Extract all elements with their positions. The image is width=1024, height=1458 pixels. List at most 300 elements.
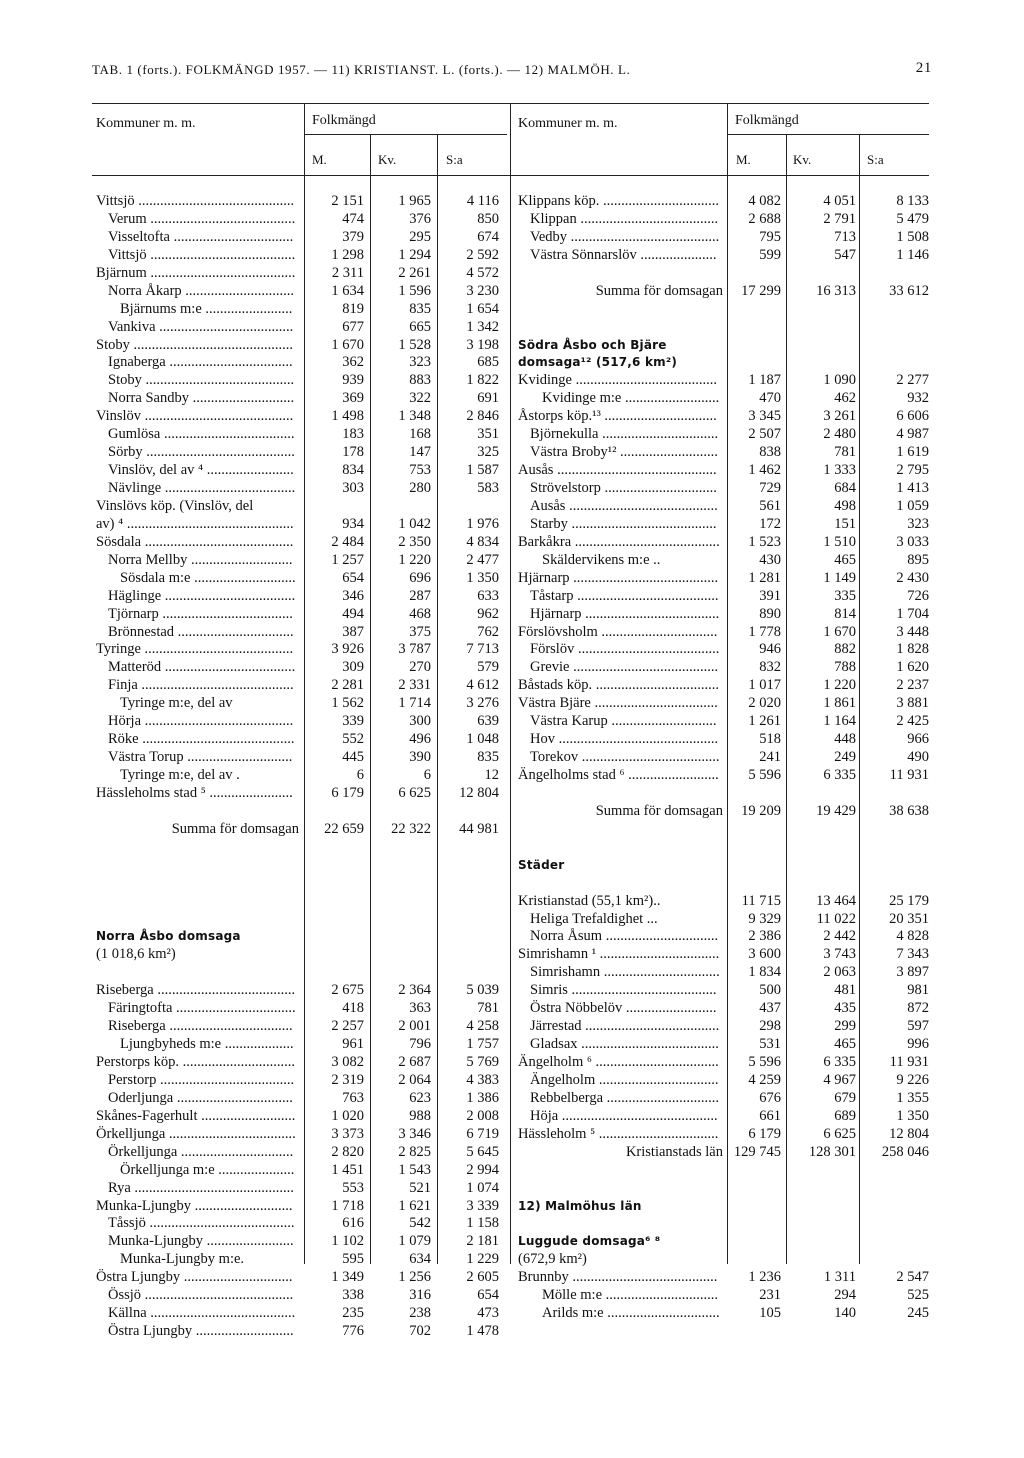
- cell-sa: 726: [907, 587, 929, 604]
- row-label: Summa för domsagan: [171, 820, 299, 837]
- cell-kv: 2 331: [398, 677, 431, 694]
- cell-sa: 4 383: [466, 1071, 499, 1088]
- row-label: Västra Broby¹² ...........................: [530, 444, 718, 461]
- table-row: [96, 354, 506, 372]
- table-row: [96, 1108, 506, 1126]
- row-label: Källna ........................................: [108, 1305, 296, 1322]
- right-sa-header: S:a: [867, 152, 884, 167]
- row-label: Östra Ljungby ..............................: [96, 1269, 293, 1286]
- row-label: Visseltofta .................................: [108, 228, 294, 245]
- table-row: [518, 337, 933, 355]
- row-label: Torekov ......................................: [530, 749, 720, 766]
- table-row: [96, 1144, 506, 1162]
- cell-sa: 4 612: [466, 677, 499, 694]
- cell-sa: 1 350: [896, 1107, 929, 1124]
- cell-sa: 1 619: [896, 444, 929, 461]
- row-label: Örkelljunga ...................................: [96, 1125, 296, 1142]
- table-row: [96, 480, 506, 498]
- left-kommuner-header: Kommuner m. m.: [96, 116, 196, 131]
- table-row: [518, 588, 933, 606]
- table-row: [96, 570, 506, 588]
- cell-m: 4 259: [748, 1071, 781, 1088]
- cell-m: 819: [342, 300, 364, 317]
- row-label: Sösdala .........................................: [96, 533, 294, 550]
- cell-m: 1 523: [748, 533, 781, 550]
- cell-m: 1 257: [331, 551, 364, 568]
- row-label: Ljungbyheds m:e ...................: [120, 1036, 294, 1053]
- cell-kv: 322: [409, 390, 431, 407]
- table-row: [518, 534, 933, 552]
- table-row: [96, 1180, 506, 1198]
- cell-sa: 25 179: [889, 892, 929, 909]
- row-label: (672,9 km²): [518, 1251, 587, 1268]
- table-row: [96, 641, 506, 659]
- table-row: [518, 1198, 933, 1216]
- table-row: [518, 229, 933, 247]
- cell-sa: 7 343: [896, 946, 929, 963]
- cell-m: 1 017: [748, 677, 781, 694]
- table-row: [518, 570, 933, 588]
- cell-m: 677: [342, 318, 364, 335]
- cell-m: 6 179: [331, 784, 364, 801]
- cell-sa: 5 039: [466, 982, 499, 999]
- row-label: Vedby .........................................: [530, 228, 720, 245]
- cell-m: 553: [342, 1179, 364, 1196]
- table-row: [518, 1072, 933, 1090]
- table-row: [96, 390, 506, 408]
- cell-sa: 639: [477, 713, 499, 730]
- row-label: Västra Sönnarslöv .....................: [530, 246, 717, 263]
- cell-kv: 1 042: [398, 515, 431, 532]
- cell-kv: 465: [834, 551, 856, 568]
- row-label: Östra Nöbbelöv .........................: [530, 1000, 717, 1017]
- cell-sa: 1 074: [466, 1179, 499, 1196]
- cell-kv: 835: [409, 300, 431, 317]
- row-label: Hörja .........................................: [108, 713, 294, 730]
- row-label: Förslövsholm ................................: [518, 623, 718, 640]
- row-label: Verum ........................................: [108, 210, 296, 227]
- blank-row: [518, 1215, 933, 1233]
- table-row: [96, 211, 506, 229]
- table-row: [518, 767, 933, 785]
- row-label: Bjärnums m:e ........................: [120, 300, 293, 317]
- row-label: Tyringe .........................................: [96, 641, 294, 658]
- cell-kv: 1 714: [398, 695, 431, 712]
- cell-m: 599: [759, 246, 781, 263]
- cell-kv: 6: [423, 767, 431, 783]
- cell-kv: 151: [834, 515, 856, 532]
- row-label: Ängelholms stad ⁶ .........................: [518, 767, 719, 783]
- cell-kv: 1 164: [823, 713, 856, 730]
- cell-m: 105: [759, 1305, 781, 1322]
- table-row: [96, 982, 506, 1000]
- cell-sa: 1 386: [466, 1089, 499, 1106]
- row-label: Kvidinge .......................................: [518, 372, 717, 389]
- row-label: Stoby ............................................: [96, 336, 293, 353]
- cell-sa: 1 146: [896, 246, 929, 263]
- left-sa-header: S:a: [446, 152, 463, 167]
- cell-m: 4 082: [748, 193, 781, 209]
- blank-row: [96, 893, 506, 911]
- cell-kv: 1 861: [823, 695, 856, 712]
- row-label: domsaga¹² (517,6 km²): [518, 355, 677, 370]
- cell-kv: 2 350: [398, 533, 431, 550]
- cell-sa: 762: [477, 623, 499, 640]
- blank-row: [518, 1180, 933, 1198]
- cell-sa: 6 719: [466, 1125, 499, 1142]
- blank-row: [518, 319, 933, 337]
- table-row: [518, 390, 933, 408]
- cell-m: 2 281: [331, 677, 364, 694]
- blank-row: [518, 875, 933, 893]
- cell-kv: 323: [409, 354, 431, 371]
- row-label: Summa för domsagan: [595, 282, 723, 299]
- row-label: Barkåkra ........................................: [518, 533, 720, 550]
- cell-kv: 1 256: [398, 1269, 431, 1286]
- table-row: [518, 372, 933, 390]
- row-label: Västra Karup .............................: [530, 713, 717, 730]
- row-label: Simrishamn ................................: [530, 964, 720, 981]
- cell-kv: 684: [834, 480, 856, 496]
- row-label: Tyringe m:e, del av: [120, 695, 233, 712]
- cell-sa: 525: [907, 1287, 929, 1304]
- row-label: Västra Torup .............................: [108, 749, 293, 766]
- cell-m: 2 386: [748, 928, 781, 945]
- cell-kv: 468: [409, 605, 431, 622]
- table-row: [96, 659, 506, 677]
- cell-kv: 3 346: [398, 1125, 431, 1142]
- table-row: [518, 354, 933, 372]
- cell-sa: 3 897: [896, 964, 929, 981]
- cell-kv: 2 064: [398, 1071, 431, 1088]
- cell-m: 763: [342, 1089, 364, 1106]
- cell-kv: 6 335: [823, 767, 856, 783]
- cell-kv: 238: [409, 1305, 431, 1322]
- cell-kv: 4 967: [823, 1071, 856, 1088]
- cell-sa: 1 342: [466, 318, 499, 335]
- cell-m: 2 507: [748, 426, 781, 443]
- cell-sa: 4 258: [466, 1018, 499, 1035]
- table-row: [518, 911, 933, 929]
- cell-sa: 1 059: [896, 497, 929, 514]
- cell-m: 795: [759, 228, 781, 245]
- cell-kv: 375: [409, 623, 431, 640]
- table-row: [96, 1323, 506, 1341]
- cell-m: 2 319: [331, 1071, 364, 1088]
- cell-kv: 2 825: [398, 1143, 431, 1160]
- cell-m: 298: [759, 1018, 781, 1035]
- cell-sa: 2 605: [466, 1269, 499, 1286]
- row-label: Strövelstorp ...............................: [530, 480, 717, 496]
- row-label: Vinslöv, del av ⁴ ........................: [108, 462, 294, 479]
- table-row: [96, 946, 506, 964]
- cell-kv: 496: [409, 731, 431, 748]
- cell-m: 946: [759, 641, 781, 658]
- cell-sa: 962: [477, 605, 499, 622]
- row-label: Ausås ............................................: [518, 462, 717, 479]
- row-label: Häglinge ....................................: [108, 587, 296, 604]
- cell-sa: 258 046: [881, 1143, 929, 1160]
- row-label: Hjärnarp .....................................: [530, 605, 720, 622]
- right-table-body: [518, 193, 933, 1323]
- cell-sa: 245: [907, 1305, 929, 1322]
- table-row: [96, 337, 506, 355]
- cell-sa: 11 931: [889, 1054, 929, 1070]
- cell-kv: 22 322: [391, 820, 431, 837]
- table-row: [518, 247, 933, 265]
- cell-sa: 2 547: [896, 1269, 929, 1286]
- row-label: Luggude domsaga⁶ ⁸: [518, 1234, 661, 1249]
- cell-sa: 895: [907, 551, 929, 568]
- table-row: [96, 1018, 506, 1036]
- table-row: [96, 624, 506, 642]
- table-row: [518, 1108, 933, 1126]
- blank-row: [518, 1162, 933, 1180]
- table-row: [518, 659, 933, 677]
- table-row: [518, 1144, 933, 1162]
- cell-sa: 33 612: [889, 282, 929, 299]
- cell-kv: 2 001: [398, 1018, 431, 1035]
- row-label: Heliga Trefaldighet ...: [530, 910, 658, 927]
- right-kv-header: Kv.: [793, 152, 812, 167]
- table-row: [96, 1215, 506, 1233]
- cell-sa: 966: [907, 731, 929, 748]
- cell-sa: 2 277: [896, 372, 929, 389]
- cell-m: 1 778: [748, 623, 781, 640]
- row-label: Simris ........................................: [530, 982, 717, 999]
- cell-m: 241: [759, 749, 781, 766]
- cell-m: 19 209: [741, 802, 781, 819]
- cell-m: 561: [759, 497, 781, 514]
- cell-kv: 3 743: [823, 946, 856, 963]
- cell-m: 934: [342, 515, 364, 532]
- cell-m: 303: [342, 480, 364, 496]
- cell-m: 961: [342, 1036, 364, 1053]
- cell-m: 500: [759, 982, 781, 999]
- cell-kv: 1 294: [398, 246, 431, 263]
- cell-sa: 2 181: [466, 1233, 499, 1250]
- table-row: [96, 534, 506, 552]
- cell-kv: 1 311: [823, 1269, 856, 1286]
- cell-m: 729: [759, 480, 781, 496]
- cell-sa: 1 976: [466, 515, 499, 532]
- cell-m: 379: [342, 228, 364, 245]
- table-row: [518, 1126, 933, 1144]
- cell-sa: 3 276: [466, 695, 499, 712]
- cell-sa: 4 834: [466, 533, 499, 550]
- table-row: [518, 624, 933, 642]
- row-label: Björnekulla ................................: [530, 426, 719, 443]
- cell-m: 654: [342, 569, 364, 586]
- cell-kv: 128 301: [808, 1143, 856, 1160]
- cell-sa: 490: [907, 749, 929, 766]
- cell-m: 338: [342, 1287, 364, 1304]
- cell-m: 832: [759, 659, 781, 676]
- row-label: Norra Mellby ............................: [108, 551, 293, 568]
- cell-kv: 796: [409, 1036, 431, 1053]
- table-row: [96, 301, 506, 319]
- table-row: [518, 982, 933, 1000]
- cell-kv: 287: [409, 587, 431, 604]
- cell-kv: 335: [834, 587, 856, 604]
- row-label: Båstads köp. ..................................: [518, 677, 719, 694]
- table-row: [96, 1198, 506, 1216]
- cell-m: 3 345: [748, 408, 781, 425]
- table-row: [96, 498, 506, 516]
- cell-kv: 465: [834, 1036, 856, 1053]
- cell-sa: 1 350: [466, 569, 499, 586]
- cell-m: 2 311: [331, 264, 364, 281]
- table-row: [518, 1090, 933, 1108]
- cell-sa: 2 425: [896, 713, 929, 730]
- row-label: Kvidinge m:e ..........................: [542, 390, 720, 407]
- cell-sa: 685: [477, 354, 499, 371]
- cell-sa: 7 713: [466, 641, 499, 658]
- cell-m: 129 745: [733, 1143, 781, 1160]
- cell-kv: 498: [834, 497, 856, 514]
- row-label: Rebbelberga ...............................: [530, 1089, 720, 1106]
- page-number: 21: [915, 60, 932, 76]
- table-row: [518, 749, 933, 767]
- table-row: [96, 1000, 506, 1018]
- row-label: Ignaberga ..................................: [108, 354, 293, 371]
- table-row: [96, 1162, 506, 1180]
- table-row: [518, 444, 933, 462]
- cell-m: 2 675: [331, 982, 364, 999]
- cell-kv: 753: [409, 462, 431, 479]
- table-row: [518, 498, 933, 516]
- cell-sa: 11 931: [889, 767, 929, 783]
- row-label: Gumlösa ....................................: [108, 426, 295, 443]
- cell-kv: 1 621: [398, 1197, 431, 1214]
- row-label: Västra Bjäre ..................................: [518, 695, 718, 712]
- cell-m: 2 151: [331, 193, 364, 209]
- cell-m: 5 596: [748, 767, 781, 783]
- cell-kv: 1 220: [398, 551, 431, 568]
- cell-m: 22 659: [324, 820, 364, 837]
- cell-sa: 1 704: [896, 605, 929, 622]
- row-label: Städer: [518, 857, 565, 872]
- cell-m: 235: [342, 1305, 364, 1322]
- table-row: [96, 606, 506, 624]
- row-label: Finja ..........................................: [108, 677, 294, 694]
- row-label: Norra Åsbo domsaga: [96, 929, 241, 944]
- cell-sa: 323: [907, 515, 929, 532]
- cell-m: 518: [759, 731, 781, 748]
- table-row: [518, 552, 933, 570]
- cell-m: 6 179: [748, 1125, 781, 1142]
- cell-sa: 3 339: [466, 1197, 499, 1214]
- row-label: Östra Ljungby ...........................: [108, 1323, 294, 1340]
- cell-m: 676: [759, 1089, 781, 1106]
- row-label: Riseberga ..................................: [108, 1018, 293, 1035]
- table-row: [518, 1287, 933, 1305]
- blank-row: [96, 857, 506, 875]
- cell-sa: 3 230: [466, 282, 499, 299]
- cell-m: 2 020: [748, 695, 781, 712]
- row-label: Tåssjö ........................................: [108, 1215, 295, 1232]
- cell-sa: 835: [477, 749, 499, 766]
- cell-m: 183: [342, 426, 364, 443]
- cell-kv: 448: [834, 731, 856, 748]
- cell-sa: 44 981: [459, 820, 499, 837]
- cell-m: 418: [342, 1000, 364, 1017]
- cell-m: 939: [342, 372, 364, 389]
- row-label: Munka-Ljungby ...........................: [96, 1197, 293, 1214]
- row-label: Perstorp .....................................: [108, 1071, 295, 1088]
- cell-m: 1 462: [748, 462, 781, 479]
- row-label: Klippan ......................................: [530, 210, 719, 227]
- cell-sa: 981: [907, 982, 929, 999]
- row-label: Vinslöv .........................................: [96, 408, 294, 425]
- cell-sa: 2 430: [896, 569, 929, 586]
- cell-kv: 1 220: [823, 677, 856, 694]
- cell-kv: 140: [834, 1305, 856, 1322]
- cell-sa: 1 757: [466, 1036, 499, 1053]
- cell-m: 838: [759, 444, 781, 461]
- cell-m: 1 834: [748, 964, 781, 981]
- cell-kv: 1 149: [823, 569, 856, 586]
- cell-kv: 1 528: [398, 336, 431, 353]
- table-row: [518, 1251, 933, 1269]
- blank-row: [96, 964, 506, 982]
- cell-m: 339: [342, 713, 364, 730]
- cell-sa: 1 587: [466, 462, 499, 479]
- cell-kv: 679: [834, 1089, 856, 1106]
- table-row: [96, 767, 506, 785]
- cell-sa: 351: [477, 426, 499, 443]
- row-label: Vittsjö ...........................................: [96, 193, 295, 209]
- cell-sa: 5 479: [896, 210, 929, 227]
- cell-m: 1 298: [331, 246, 364, 263]
- cell-kv: 3 261: [823, 408, 856, 425]
- row-label: Matteröd ....................................: [108, 659, 296, 676]
- table-row: [96, 265, 506, 283]
- table-row: [518, 1233, 933, 1251]
- table-row: [96, 319, 506, 337]
- cell-kv: 547: [834, 246, 856, 263]
- table-row: [96, 1054, 506, 1072]
- cell-sa: 6 606: [896, 408, 929, 425]
- row-label: Kristianstads län: [625, 1143, 723, 1160]
- cell-sa: 12: [484, 767, 499, 783]
- right-folkmangd-header: Folkmängd: [735, 113, 799, 128]
- row-label: Ausås .........................................: [530, 497, 718, 514]
- cell-sa: 1 229: [466, 1251, 499, 1268]
- cell-sa: 2 008: [466, 1107, 499, 1124]
- cell-sa: 12 804: [459, 784, 499, 801]
- row-label: Simrishamn ¹ .................................: [518, 946, 720, 963]
- row-label: Förslöv .......................................: [530, 641, 720, 658]
- cell-sa: 691: [477, 390, 499, 407]
- row-label: (1 018,6 km²): [96, 946, 176, 963]
- cell-m: 1 634: [331, 282, 364, 299]
- cell-sa: 1 413: [896, 480, 929, 496]
- cell-kv: 521: [409, 1179, 431, 1196]
- cell-m: 17 299: [741, 282, 781, 299]
- cell-sa: 1 822: [466, 372, 499, 389]
- cell-kv: 280: [409, 480, 431, 496]
- cell-kv: 6 625: [398, 784, 431, 801]
- cell-kv: 542: [409, 1215, 431, 1232]
- cell-m: 1 020: [331, 1107, 364, 1124]
- cell-kv: 882: [834, 641, 856, 658]
- cell-kv: 1 348: [398, 408, 431, 425]
- table-row: [96, 731, 506, 749]
- cell-sa: 3 881: [896, 695, 929, 712]
- row-label: Mölle m:e ...............................: [542, 1287, 719, 1304]
- page-header-title: TAB. 1 (forts.). FOLKMÄNGD 1957. — 11) KRISTIANST. L. (forts.). — 12) MALMÖH. L.: [92, 62, 631, 77]
